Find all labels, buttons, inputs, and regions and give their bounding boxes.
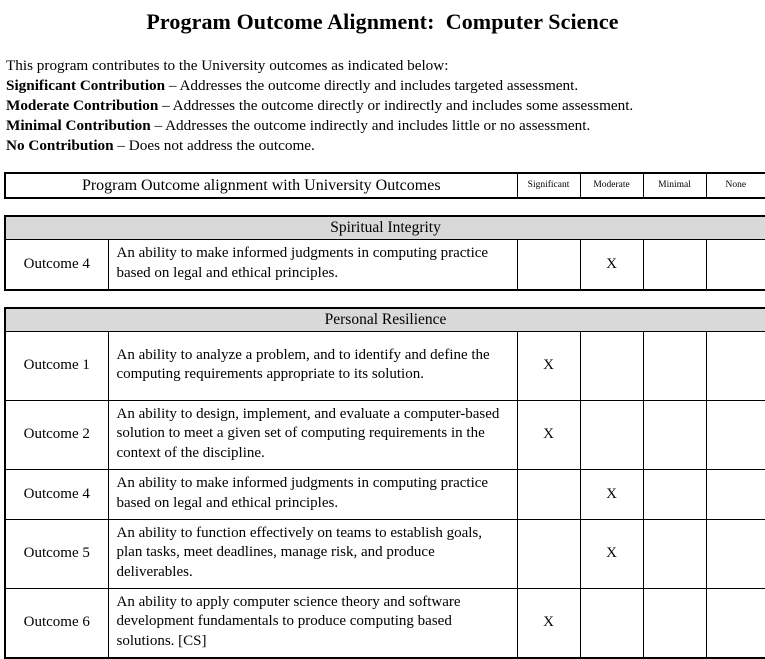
mark-cell-significant[interactable]: X <box>517 331 580 400</box>
section-table-spiritual-integrity <box>4 215 765 291</box>
column-header-none: None <box>706 173 765 198</box>
definition-text: Addresses the outcome directly or indirectly and includes some assessment. <box>172 96 634 114</box>
intro-block <box>6 56 761 157</box>
outcome-description: An ability to apply computer science theory and software development fundamentals to produce computing based solutions. [CS] <box>108 588 517 658</box>
mark-cell-moderate[interactable]: X <box>580 519 643 588</box>
outcome-label: Outcome 6 <box>5 588 108 658</box>
mark-cell-significant[interactable]: X <box>517 588 580 658</box>
mark-cell-none[interactable] <box>706 588 765 658</box>
definition-line-none <box>6 136 761 156</box>
mark-cell-significant[interactable] <box>517 469 580 519</box>
mark-cell-none[interactable] <box>706 400 765 469</box>
legend-header-row <box>5 173 765 198</box>
column-header-minimal: Minimal <box>643 173 706 198</box>
section-table-personal-resilience <box>4 307 765 659</box>
definition-text: Addresses the outcome directly and includes targeted assessment. <box>179 76 579 94</box>
outcome-label: Outcome 5 <box>5 519 108 588</box>
outcome-label: Outcome 4 <box>5 239 108 290</box>
definition-text: Addresses the outcome indirectly and includes little or no assessment. <box>165 117 591 135</box>
mark-cell-none[interactable] <box>706 469 765 519</box>
column-header-significant: Significant <box>517 173 580 198</box>
definition-line-moderate <box>6 96 761 116</box>
mark-cell-none[interactable] <box>706 519 765 588</box>
outcome-description: An ability to analyze a problem, and to identify and define the computing requirements appropriate to its solution. <box>108 331 517 400</box>
mark-cell-significant[interactable] <box>517 239 580 290</box>
definition-dash: – <box>158 96 173 114</box>
mark-cell-none[interactable] <box>706 239 765 290</box>
mark-cell-minimal[interactable] <box>643 239 706 290</box>
table-row <box>5 331 765 400</box>
mark-cell-minimal[interactable] <box>643 469 706 519</box>
definition-term: Minimal Contribution <box>6 117 151 135</box>
definition-text: Does not address the outcome. <box>128 137 315 155</box>
mark-cell-none[interactable] <box>706 331 765 400</box>
outcome-label: Outcome 2 <box>5 400 108 469</box>
outcome-label: Outcome 4 <box>5 469 108 519</box>
outcome-description: An ability to function effectively on teams to establish goals, plan tasks, meet deadlines, manage risk, and produce deliverables. <box>108 519 517 588</box>
definition-line-minimal <box>6 116 761 136</box>
table-row <box>5 239 765 290</box>
mark-cell-significant[interactable] <box>517 519 580 588</box>
mark-cell-moderate[interactable] <box>580 400 643 469</box>
column-header-moderate: Moderate <box>580 173 643 198</box>
section-banner-label: Personal Resilience <box>5 308 765 332</box>
outcome-description: An ability to design, implement, and evaluate a computer-based solution to meet a given set of computing requirements in the context of the discipline. <box>108 400 517 469</box>
definition-dash: – <box>150 117 166 135</box>
mark-cell-significant[interactable]: X <box>517 400 580 469</box>
outcome-description: An ability to make informed judgments in computing practice based on legal and ethical principles. <box>108 469 517 519</box>
mark-cell-minimal[interactable] <box>643 400 706 469</box>
legend-table <box>4 172 765 199</box>
definition-term: No Contribution <box>6 137 114 155</box>
document-page <box>0 8 765 649</box>
legend-title-cell: Program Outcome alignment with University Outcomes <box>5 173 517 198</box>
definition-term: Moderate Contribution <box>6 96 159 114</box>
table-row <box>5 588 765 658</box>
section-banner-row <box>5 308 765 332</box>
section-banner-label: Spiritual Integrity <box>5 216 765 240</box>
definition-dash: – <box>165 76 180 94</box>
table-row <box>5 519 765 588</box>
table-row <box>5 469 765 519</box>
mark-cell-moderate[interactable] <box>580 331 643 400</box>
outcome-label: Outcome 1 <box>5 331 108 400</box>
definition-line-significant <box>6 76 761 96</box>
mark-cell-minimal[interactable] <box>643 588 706 658</box>
table-row <box>5 400 765 469</box>
page-title: Program Outcome Alignment: Computer Science <box>146 9 619 34</box>
outcome-sections <box>4 215 761 659</box>
definition-term: Significant Contribution <box>6 76 166 94</box>
mark-cell-minimal[interactable] <box>643 519 706 588</box>
section-banner-row <box>5 216 765 240</box>
mark-cell-minimal[interactable] <box>643 331 706 400</box>
outcome-description: An ability to make informed judgments in computing practice based on legal and ethical principles. <box>108 239 517 290</box>
mark-cell-moderate[interactable]: X <box>580 469 643 519</box>
mark-cell-moderate[interactable] <box>580 588 643 658</box>
definition-dash: – <box>113 137 129 155</box>
intro-lead-line: This program contributes to the University outcomes as indicated below: <box>6 56 449 74</box>
mark-cell-moderate[interactable]: X <box>580 239 643 290</box>
